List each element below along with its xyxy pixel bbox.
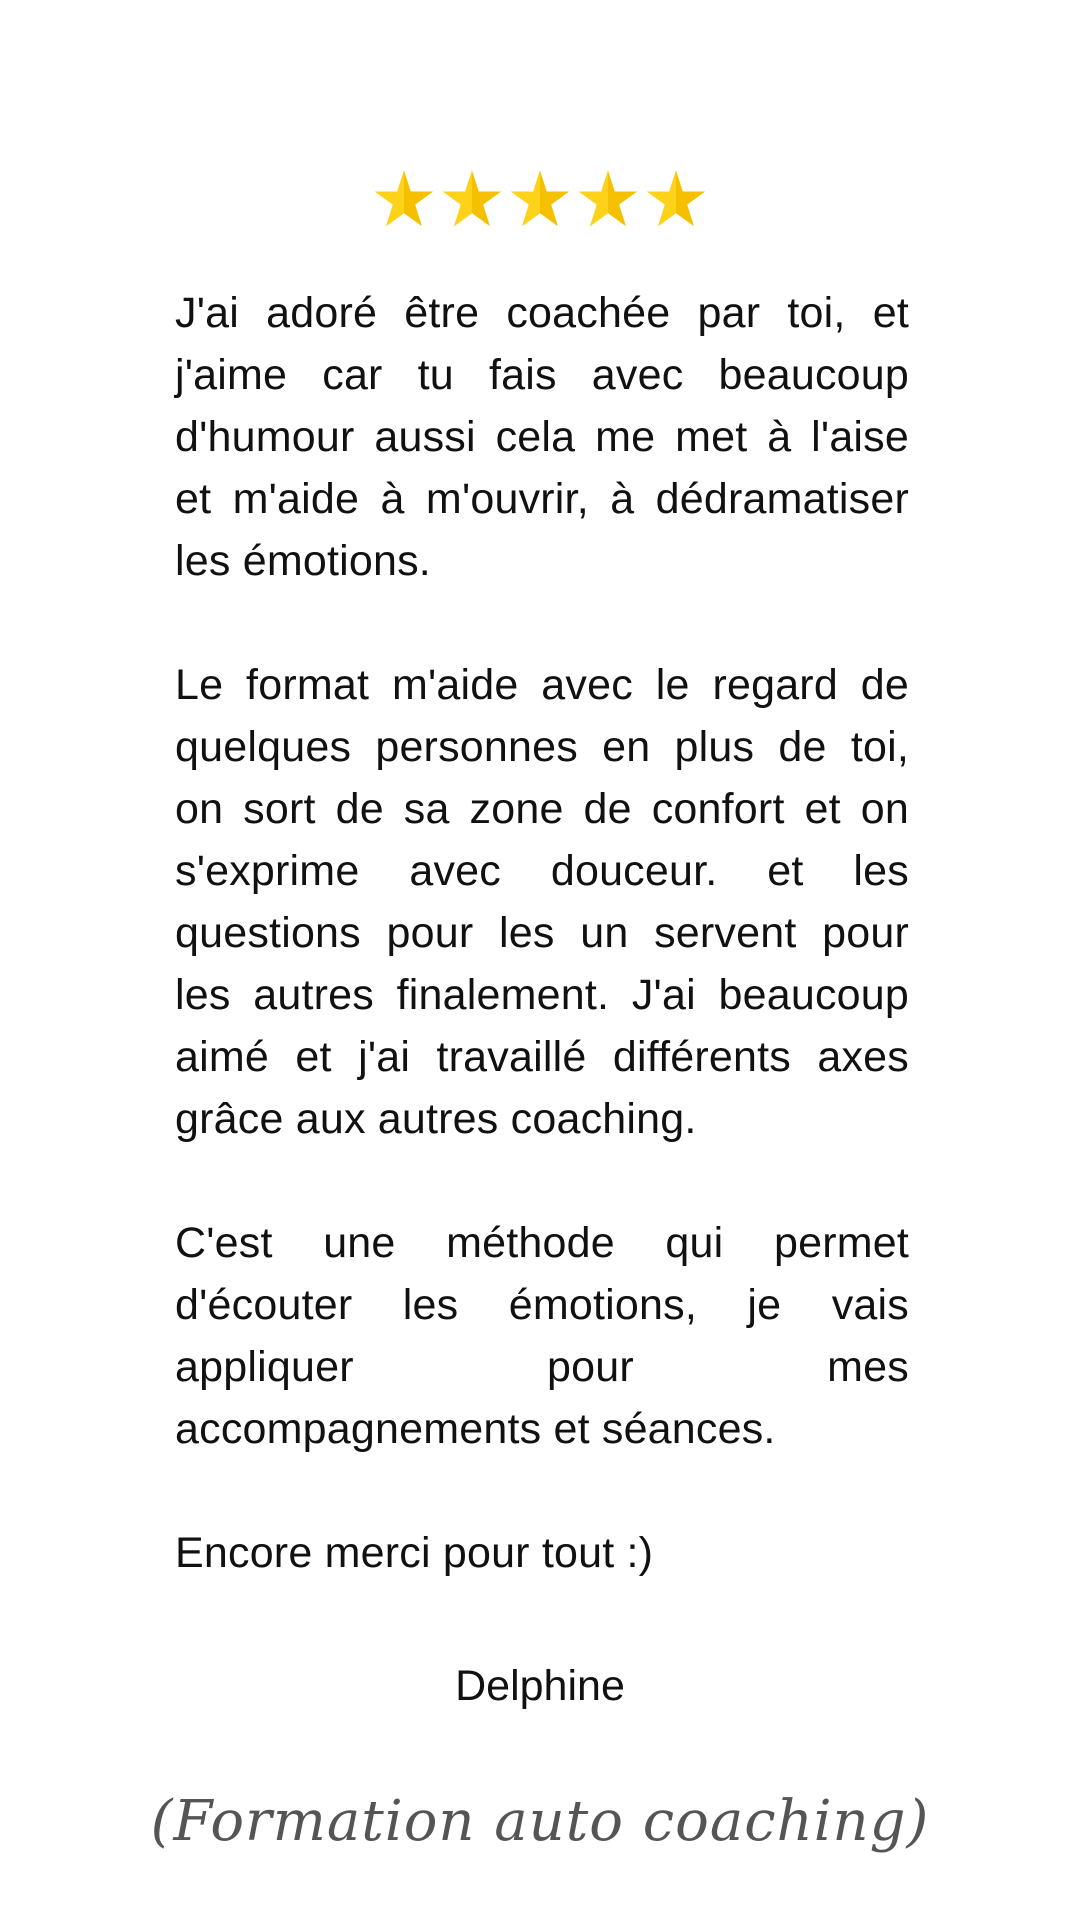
star-icon xyxy=(441,168,503,230)
star-rating xyxy=(0,168,1080,238)
star-icon xyxy=(645,168,707,230)
course-tagline: (Formation auto coaching) xyxy=(150,1789,930,1854)
author-name: Delphine xyxy=(455,1662,625,1710)
review-paragraph: Le format m'aide avec le regard de quelques personnes en plus de toi, on sort de sa zone de confort et on s'exprime avec douceur. et les questions pour les un servent pour les autres finalement. J'ai beaucoup aimé et j'ai travaillé différents axes grâce aux autres coaching. xyxy=(175,661,909,1143)
star-icon xyxy=(577,168,639,230)
review-closing: Encore merci pour tout :) xyxy=(175,1529,654,1577)
review-paragraph: J'ai adoré être coachée par toi, et j'aime car tu fais avec beaucoup d'humour aussi cela me met à l'aise et m'aide à m'ouvrir, à dédramatiser les émotions. xyxy=(175,289,909,585)
star-icon xyxy=(373,168,435,230)
star-icon xyxy=(509,168,571,230)
review-text xyxy=(175,282,909,1646)
review-paragraph: C'est une méthode qui permet d'écouter les émotions, je vais appliquer pour mes accompagnements et séances. xyxy=(175,1219,909,1453)
